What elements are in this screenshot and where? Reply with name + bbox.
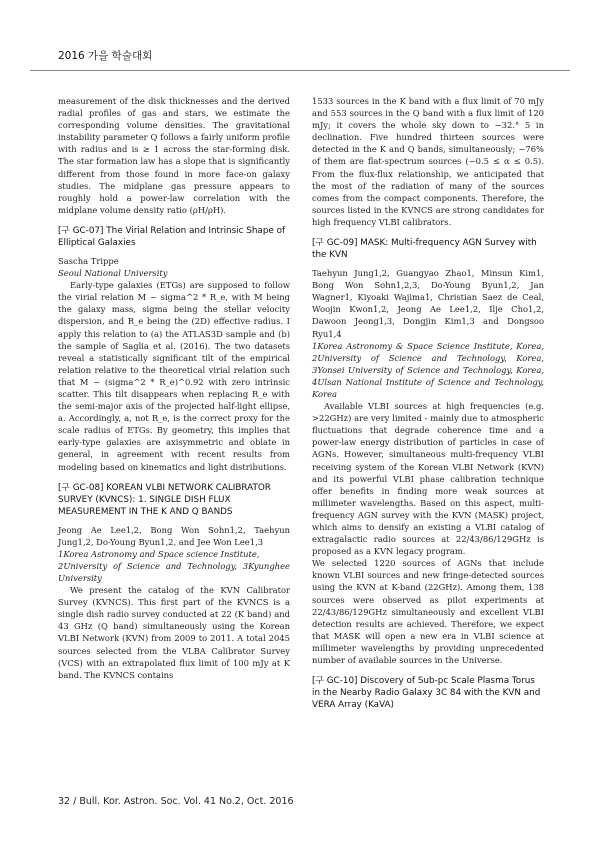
- abstract-gc08: We present the catalog of the KVN Calibrator Survey (KVNCS). This first part of the KVNCS is a single dish radio survey conducted at 22 (K band) and 43 GHz (Q band) simultaneously using the Korean VLBI Network (KVN) from 2009 to 2011. A total 2045 sources selected from the VLBA Calibrator Survey (VCS) with an extrapolated flux limit of 100 mJy at K band. The KVNCS contains: [58, 585, 290, 680]
- abstract-gc08-continued: 1533 sources in the K band with a flux limit of 70 mJy and 553 sources in the Q band with a flux limit of 120 mJy; it covers the whole sky down to −32.° 5 in declination. Five hundred thirteen sources were detected in the K and Q bands, simultaneously; ~76% of them are flat-spectrum sources (−0.5 ≤ α ≤ 0.5). From the flux-flux relationship, we anticipated that the most of the radiation of many of the sources comes from the compact components. Therefore, the sources listed in the KVNCS are strong candidates for high frequency VLBI calibrators.: [312, 96, 544, 227]
- article-title-gc07: [구 GC-07] The Virial Relation and Intrinsic Shape of Elliptical Galaxies: [58, 225, 286, 248]
- article-title-gc08: [구 GC-08] KOREAN VLBI NETWORK CALIBRATOR SURVEY (KVNCS): 1. SINGLE DISH FLUX MEASUREMENT IN THE K AND Q BANDS: [58, 482, 271, 517]
- intro-paragraph: measurement of the disk thicknesses and the derived radial profiles of gas and stars, we estimate the corresponding volume densities. The gravitational instability parameter Q follows a fairly uniform profile with radius and is ≥ 1 across the star-forming disk. The star formation law has a slope that is significantly different from those found in more face-on galaxy studies. The midplane gas pressure appears to roughly hold a power-law correlation with the midplane volume density ratio (ρH/ρH).: [58, 96, 290, 215]
- running-header: 2016 가을 학술대회: [58, 50, 153, 62]
- abstract-gc09-part2: We selected 1220 sources of AGNs that include known VLBI sources and new fringe-detected sources using the KVN at K-band (22GHz). Among them, 138 sources were observed as pilot experiments at 22/43/86/129GHz simultaneously and excellent VLBI detection results are achieved. Therefore, we expect that MASK will open a new era in VLBI science at millimeter wavelengths by providing unprecedented number of available sources in the Universe.: [312, 558, 544, 666]
- affiliation-gc09: 1Korea Astronomy & Space Science Institute, Korea, 2University of Science and Technology, Korea, 3Yonsei University of Science and Technology, Korea, 4Ulsan National Institute of Science and Technology, Korea: [312, 340, 544, 399]
- affiliation-gc08-2: 2University of Science and Technology, 3Kyunghee University: [58, 560, 290, 583]
- right-column: [312, 95, 544, 717]
- article-title-gc10: [구 GC-10] Discovery of Sub-pc Scale Plasma Torus in the Nearby Radio Galaxy 3C 84 with the KVN and VERA Array (KaVA): [312, 676, 541, 711]
- abstract-gc09-part1: Available VLBI sources at high frequencies (e.g. >22GHz) are very limited - mainly due to atmospheric fluctuations that degrade coherence time and a power-law energy distribution of particles in case of AGNs. However, simultaneous multi-frequency VLBI receiving system of the Korean VLBI Network (KVN) and its powerful VLBI phase calibration technique offer benefits in finding more weak sources at millimeter wavelengths. Based on this aspect, multi-frequency AGN survey with the KVN (MASK) project, which aims to densify an existing a VLBI catalog of extragalactic radio sources at 22/43/86/129GHz is proposed as a KVN legacy program.: [312, 401, 544, 557]
- page-footer: 32 / Bull. Kor. Astron. Soc. Vol. 41 No.2, Oct. 2016: [58, 796, 294, 807]
- left-column: [58, 95, 290, 681]
- article-title-gc09: [구 GC-09] MASK: Multi-frequency AGN Survey with the KVN: [312, 238, 537, 261]
- affiliation-gc08-1: 1Korea Astronomy and Space science Institute,: [58, 548, 260, 559]
- abstract-gc07: Early-type galaxies (ETGs) are supposed to follow the virial relation M ~ sigma^2 * R_e, with M being the galaxy mass, sigma being the stellar velocity dispersion, and R_e being the (2D) effective radius. I apply this relation to (a) the ATLAS3D sample and (b) the sample of Saglia et al. (2016). The two datasets reveal a statistically significant tilt of the empirical relation relative to the theoretical virial relation such that M ~ (sigma^2 * R_e)^0.92 with zero intrinsic scatter. This tilt disappears when replacing R_e with the semi-major axis of the projected half-light ellipse, a. Accordingly, a, not R_e, is the correct proxy for the scale radius of ETGs. By geometry, this implies that early-type galaxies are axisymmetric and oblate in general, in agreement with recent results from modeling based on kinematics and light distributions.: [58, 280, 290, 472]
- header-rule: [30, 70, 570, 71]
- authors-gc08: Jeong Ae Lee1,2, Bong Won Sohn1,2, Taehyun Jung1,2, Do-Young Byun1,2, and Jee Won Lee1,3: [58, 524, 290, 547]
- authors-gc09: Taehyun Jung1,2, Guangyao Zhao1, Minsun Kim1, Bong Won Sohn1,2,3, Do-Young Byun1,2, Jan Wagner1, Kiyoaki Wajima1, Christian Saez de Ceal, Woojin Kwon1,2, Jeong Ae Lee1,2, Ilje Cho1,2, Dawoon Jeong1,3, Dongjin Kim1,3 and Dongsoo Ryu1,4: [312, 268, 544, 339]
- affiliation-gc07: Seoul National University: [58, 268, 168, 279]
- author-gc07: Sascha Trippe: [58, 255, 119, 266]
